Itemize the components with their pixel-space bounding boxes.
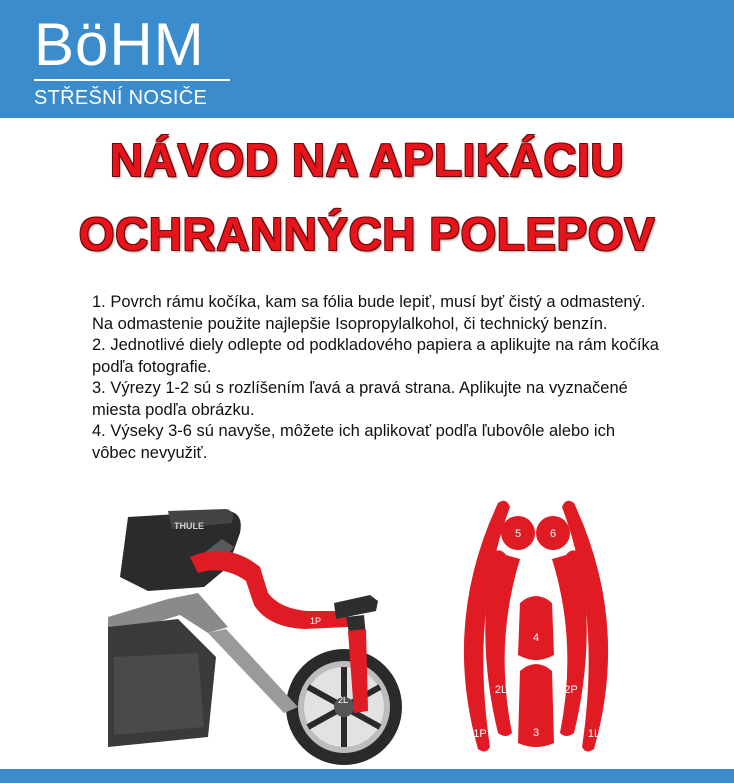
instruction-line: Na odmastenie použite najlepšie Isopropylalkohol, či technický benzín. — [92, 314, 608, 333]
logo-tagline: STŘEŠNÍ NOSIČE — [34, 87, 208, 109]
sticker-label: 5 — [514, 528, 522, 540]
sticker-label: 1P — [473, 728, 487, 740]
sticker-2l — [485, 550, 520, 736]
sticker-label: 1L — [587, 728, 601, 740]
fork-label: 2L — [338, 695, 349, 705]
header-banner — [0, 0, 734, 118]
bohm-logo[interactable] — [26, 6, 234, 114]
brand-label: THULE — [174, 521, 204, 531]
instruction-line: 4. Výseky 3-6 sú navyše, môžete ich aplikovať podľa ľubovôle alebo ich — [92, 422, 616, 440]
logo-wordmark: BöHM — [34, 11, 205, 78]
sticker-2p — [552, 550, 587, 736]
sticker-label: 2L — [494, 684, 508, 696]
instruction-line: 1. Povrch rámu kočíka, kam sa fólia bude lepiť, musí byť čistý a odmastený. — [92, 293, 646, 311]
sticker-label: 2P — [564, 684, 578, 696]
instruction-line: vôbec nevyužiť. — [92, 443, 208, 462]
sticker-label: 6 — [549, 528, 557, 540]
page-title-line-2: OCHRANNÝCH POLEPOV — [78, 208, 656, 260]
logo-divider — [34, 79, 230, 81]
sticker-label: 3 — [532, 727, 540, 739]
sticker-sheet — [440, 493, 632, 755]
stroller-photo — [108, 507, 408, 769]
instruction-line: 2. Jednotlivé diely odlepte od podkladového papiera a aplikujte na rám kočíka — [92, 336, 659, 354]
instructions-text — [92, 292, 712, 464]
sticker-label: 4 — [532, 632, 540, 644]
footer-bar — [0, 769, 734, 783]
sticker-4 — [518, 596, 554, 660]
instruction-line: 3. Výrezy 1-2 sú s rozlíšením ľavá a pravá strana. Aplikujte na vyznačené — [92, 379, 628, 397]
instruction-line: miesta podľa obrázku. — [92, 400, 255, 419]
frame-label: 1P — [310, 616, 322, 626]
page-title-line-1: NÁVOD NA APLIKÁCIU — [109, 134, 625, 186]
instruction-line: podľa fotografie. — [92, 357, 212, 376]
